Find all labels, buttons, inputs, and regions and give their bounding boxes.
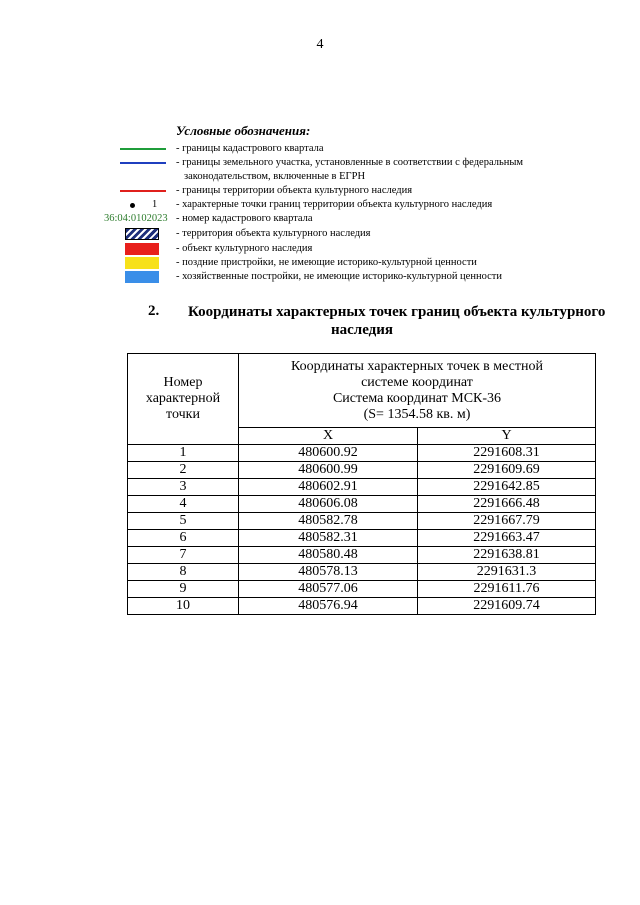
point-number-cell: 8: [128, 564, 239, 581]
header-text: Номер: [163, 375, 203, 390]
table-row: [128, 598, 596, 615]
table-row: [128, 581, 596, 598]
y-coordinate-cell: 2291611.76: [418, 581, 596, 598]
section-title-line2: наследия: [331, 322, 394, 338]
coordinates-table: [127, 353, 596, 615]
y-coordinate-cell: 2291609.74: [418, 598, 596, 615]
legend-text: законодательством, включенные в ЕГРН: [184, 171, 366, 182]
x-coordinate-cell: 480600.99: [239, 462, 418, 479]
red-line-icon: [120, 190, 166, 192]
section-title: [188, 303, 618, 339]
cadastral-code-sample: 36:04:0102023: [104, 213, 168, 224]
y-coordinate-cell: 2291663.47: [418, 530, 596, 547]
y-coordinate-cell: 2291608.31: [418, 445, 596, 462]
header-text: системе координат: [361, 374, 473, 390]
red-box-icon: [125, 243, 159, 255]
x-coordinate-cell: 480582.31: [239, 530, 418, 547]
y-coordinate-cell: 2291631.3: [418, 564, 596, 581]
point-number-cell: 5: [128, 513, 239, 530]
point-number-cell: 2: [128, 462, 239, 479]
header-text: (S= 1354.58 кв. м): [363, 406, 471, 422]
table-row: [128, 445, 596, 462]
y-coordinate-cell: 2291609.69: [418, 462, 596, 479]
header-text: характерной точки: [145, 391, 221, 422]
x-coordinate-cell: 480578.13: [239, 564, 418, 581]
yellow-box-icon: [125, 257, 159, 269]
legend-text: - объект культурного наследия: [176, 243, 313, 254]
page-number: 4: [316, 37, 324, 52]
point-marker-label: 1: [152, 199, 158, 210]
x-coordinate-cell: 480580.48: [239, 547, 418, 564]
header-text: Система координат МСК-36: [332, 390, 502, 406]
legend-text: - поздние пристройки, не имеющие историко-культурной ценности: [176, 257, 477, 268]
x-coordinate-cell: 480582.78: [239, 513, 418, 530]
coordinates-group-header: [239, 354, 596, 428]
x-coordinate-cell: 480600.92: [239, 445, 418, 462]
table-row: [128, 462, 596, 479]
table-row: [128, 496, 596, 513]
y-coordinate-cell: 2291667.79: [418, 513, 596, 530]
y-coordinate-cell: 2291642.85: [418, 479, 596, 496]
table-row: [128, 513, 596, 530]
legend-text: - хозяйственные постройки, не имеющие историко-культурной ценности: [176, 271, 502, 282]
legend-text: - границы кадастрового квартала: [176, 143, 324, 154]
legend-text: - характерные точки границ территории объекта культурного наследия: [176, 199, 493, 210]
point-marker-icon: [130, 203, 135, 208]
legend-text: - номер кадастрового квартала: [176, 213, 313, 224]
point-number-cell: 1: [128, 445, 239, 462]
point-number-cell: 9: [128, 581, 239, 598]
green-line-icon: [120, 148, 166, 150]
y-header: Y: [418, 428, 596, 445]
section-number: 2.: [148, 303, 160, 319]
x-coordinate-cell: 480606.08: [239, 496, 418, 513]
point-number-cell: 3: [128, 479, 239, 496]
point-number-cell: 6: [128, 530, 239, 547]
blue-box-icon: [125, 271, 159, 283]
point-number-cell: 10: [128, 598, 239, 615]
y-coordinate-cell: 2291666.48: [418, 496, 596, 513]
x-coordinate-cell: 480602.91: [239, 479, 418, 496]
header-text: Координаты характерных точек в местной: [290, 358, 543, 374]
y-coordinate-cell: 2291638.81: [418, 547, 596, 564]
legend-title: Условные обозначения:: [176, 123, 311, 138]
legend-text: - границы территории объекта культурного наследия: [176, 185, 413, 196]
x-coordinate-cell: 480576.94: [239, 598, 418, 615]
table-header-row: [128, 354, 596, 428]
legend-text: - территория объекта культурного наследия: [176, 228, 371, 239]
table-row: [128, 479, 596, 496]
table-row: [128, 530, 596, 547]
point-number-cell: 7: [128, 547, 239, 564]
point-number-header: [128, 354, 239, 445]
blue-line-icon: [120, 162, 166, 164]
x-coordinate-cell: 480577.06: [239, 581, 418, 598]
table-row: [128, 564, 596, 581]
hatch-fill-icon: [125, 228, 159, 240]
table-row: [128, 547, 596, 564]
legend-text: - границы земельного участка, установленные в соответствии с федеральным: [176, 157, 524, 168]
section-title-line1: Координаты характерных точек границ объекта культурного: [188, 304, 606, 320]
x-header: X: [239, 428, 418, 445]
point-number-cell: 4: [128, 496, 239, 513]
